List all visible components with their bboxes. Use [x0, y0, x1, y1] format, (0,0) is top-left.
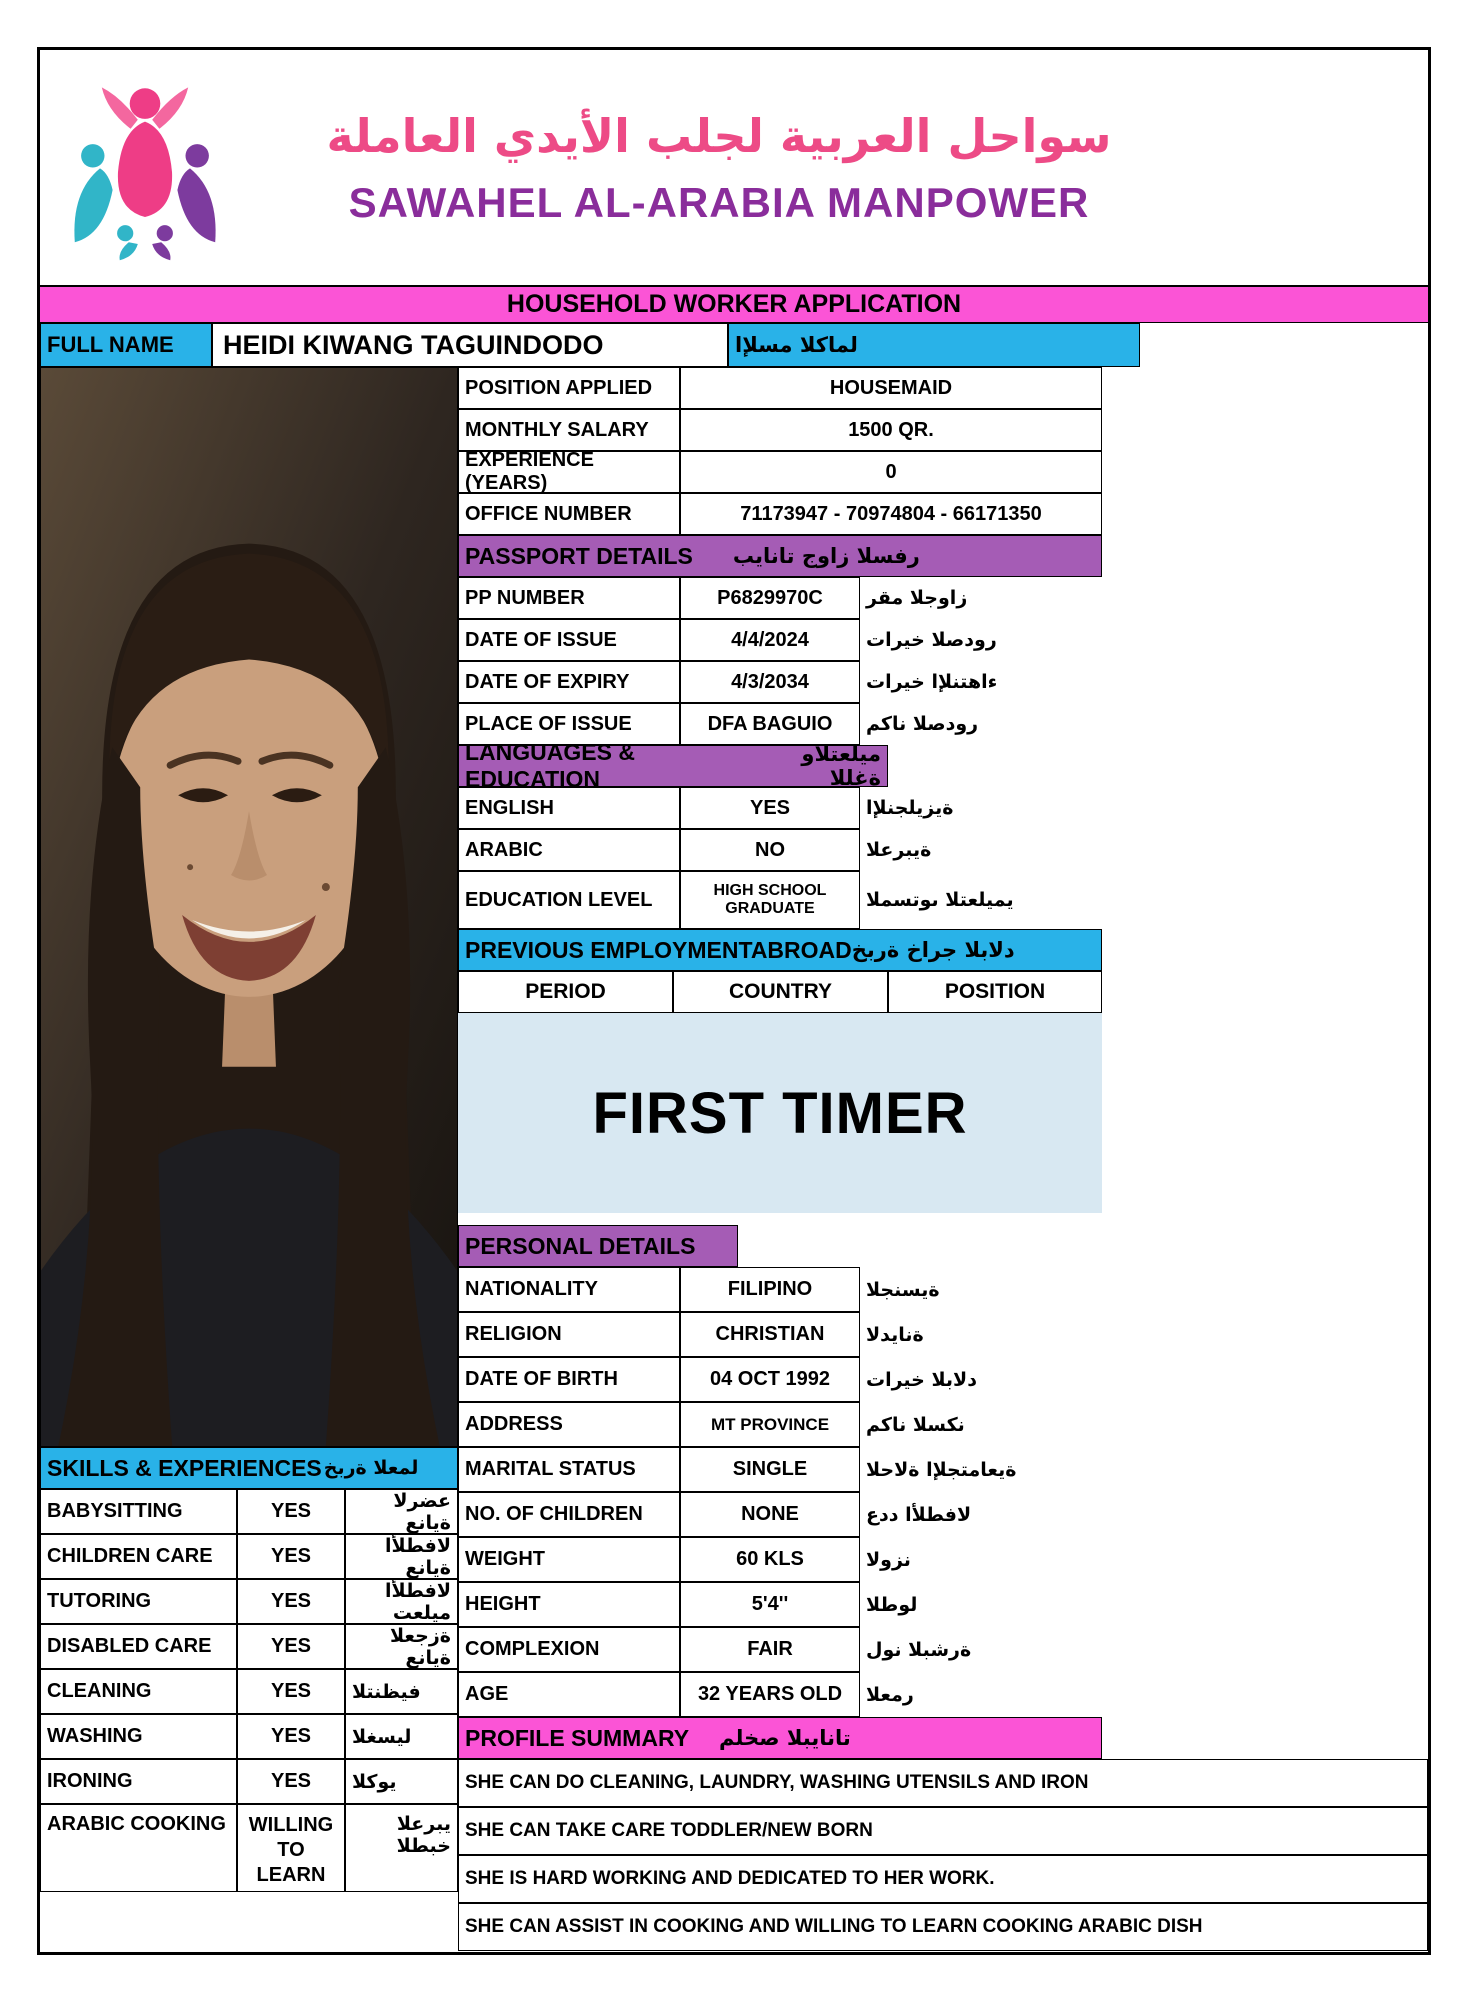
personal-row — [458, 1312, 1428, 1357]
field-label: EXPERIENCE (YEARS) — [458, 451, 680, 493]
passport-row — [458, 577, 1428, 619]
field-label: NATIONALITY — [458, 1267, 680, 1312]
field-label-arabic: ةرشبلا نول — [866, 1638, 972, 1661]
summary-line: SHE CAN ASSIST IN COOKING AND WILLING TO LEARN COOKING ARABIC DISH — [458, 1903, 1428, 1951]
field-value: 5'4'' — [680, 1582, 860, 1627]
skill-row — [40, 1804, 458, 1892]
skills-section-title: SKILLS & EXPERIENCES — [47, 1454, 322, 1481]
summary-section-header — [458, 1717, 1102, 1759]
personal-section-header-row — [458, 1225, 1428, 1267]
agency-english-title: SAWAHEL AL-ARABIA MANPOWER — [348, 178, 1090, 226]
row-spacer — [1102, 971, 1428, 1013]
field-label: DATE OF ISSUE — [458, 619, 680, 661]
languages-section-title-arabic: ميلعتلاو ةغللا — [801, 742, 881, 790]
field-label-arabic: ةيعامتجلإا ةلاحلا — [866, 1458, 1017, 1481]
field-value: YES — [680, 787, 860, 829]
language-row — [458, 829, 1428, 871]
summary-line-row — [458, 1807, 1428, 1855]
field-value: HIGH SCHOOL GRADUATE — [680, 871, 860, 929]
field-label: EDUCATION LEVEL — [458, 871, 680, 929]
skills-section-title-arabic: لمعلا ةربخ — [323, 1457, 419, 1479]
skill-value: YES — [237, 1489, 345, 1534]
form-body — [40, 367, 1428, 1952]
field-value: P6829970C — [680, 577, 860, 619]
field-value: DFA BAGUIO — [680, 703, 860, 745]
passport-row — [458, 619, 1428, 661]
skill-label: ARABIC COOKING — [40, 1804, 237, 1892]
full-name-spacer — [1140, 323, 1428, 367]
passport-section-header — [458, 535, 1102, 577]
summary-line-row — [458, 1903, 1428, 1951]
field-label: HEIGHT — [458, 1582, 680, 1627]
field-value: SINGLE — [680, 1447, 860, 1492]
skill-label: CHILDREN CARE — [40, 1534, 237, 1579]
field-label-arabic: لافطلأا ددع — [866, 1503, 972, 1526]
personal-row — [458, 1627, 1428, 1672]
left-column — [40, 367, 458, 1952]
field-label: DATE OF EXPIRY — [458, 661, 680, 703]
field-label: PP NUMBER — [458, 577, 680, 619]
passport-section-title-arabic: رفسلا زاوج تانايب — [732, 544, 920, 568]
personal-row — [458, 1537, 1428, 1582]
row-spacer — [1102, 451, 1428, 493]
first-timer-box — [458, 1013, 1102, 1213]
skill-row — [40, 1669, 458, 1714]
skill-row — [40, 1579, 458, 1624]
field-label-arabic: ةنايدلا — [866, 1323, 924, 1346]
field-label: MONTHLY SALARY — [458, 409, 680, 451]
field-label: POSITION APPLIED — [458, 367, 680, 409]
field-label-arabic: يميلعتلا ىوتسملا — [866, 889, 1014, 911]
row-spacer — [738, 1225, 1428, 1267]
agency-arabic-title: سواحل العربية لجلب الأيدي العاملة — [326, 108, 1112, 163]
summary-section-title-arabic: تانايبلا صخلم — [719, 1726, 851, 1750]
field-label-arabic: زاوجلا مقر — [866, 587, 968, 609]
full-name-row — [40, 323, 1428, 367]
skill-value: YES — [237, 1579, 345, 1624]
field-value: NONE — [680, 1492, 860, 1537]
personal-row — [458, 1492, 1428, 1537]
summary-line: SHE CAN TAKE CARE TODDLER/NEW BORN — [458, 1807, 1428, 1855]
skill-label-arabic: لافطلأا ةيانع — [345, 1534, 458, 1579]
skills-section-header — [40, 1447, 458, 1489]
field-label-arabic: رودصلا ناكم — [866, 713, 979, 735]
section-gap — [458, 1213, 1428, 1225]
summary-line-row — [458, 1855, 1428, 1903]
field-value: MT PROVINCE — [680, 1402, 860, 1447]
employment-section-header — [458, 929, 1102, 971]
skill-label-arabic: فيظنتلا — [345, 1669, 458, 1714]
personal-row — [458, 1267, 1428, 1312]
full-name-label-arabic: لماكلا مسلإا — [728, 323, 1140, 367]
summary-line-row — [458, 1759, 1428, 1807]
employment-section-header-row — [458, 929, 1428, 971]
field-value: 71173947 - 70974804 - 66171350 — [680, 493, 1102, 535]
employment-section-title: PREVIOUS EMPLOYMENTABROAD — [465, 936, 852, 963]
field-value: 4/4/2024 — [680, 619, 860, 661]
field-label: ADDRESS — [458, 1402, 680, 1447]
employment-section-title-arabic: دلابلا جراخ ةربخ — [851, 938, 1015, 962]
languages-section-header-row — [458, 739, 1428, 792]
skill-value: YES — [237, 1759, 345, 1804]
field-label-arabic: رمعلا — [866, 1683, 914, 1706]
field-label-arabic: رودصلا خيرات — [866, 629, 997, 651]
field-label: PLACE OF ISSUE — [458, 703, 680, 745]
field-value: FILIPINO — [680, 1267, 860, 1312]
job-info-row — [458, 451, 1428, 493]
personal-section-header: PERSONAL DETAILS — [458, 1225, 738, 1267]
agency-header — [40, 50, 1428, 285]
agency-logo — [40, 65, 250, 270]
job-info-row — [458, 409, 1428, 451]
portrait-photo-image — [41, 368, 457, 1446]
language-row — [458, 787, 1428, 829]
skill-label: WASHING — [40, 1714, 237, 1759]
field-value: 1500 QR. — [680, 409, 1102, 451]
summary-line: SHE IS HARD WORKING AND DEDICATED TO HER WORK. — [458, 1855, 1428, 1903]
agency-titles — [250, 109, 1428, 227]
field-value: FAIR — [680, 1627, 860, 1672]
field-label: RELIGION — [458, 1312, 680, 1357]
skill-row — [40, 1489, 458, 1534]
row-spacer — [1102, 1013, 1428, 1213]
row-spacer — [1102, 535, 1428, 577]
skill-value: WILLING TO LEARN — [237, 1804, 345, 1892]
field-value: HOUSEMAID — [680, 367, 1102, 409]
field-label: ENGLISH — [458, 787, 680, 829]
field-value: NO — [680, 829, 860, 871]
row-spacer — [1102, 493, 1428, 535]
personal-row — [458, 1447, 1428, 1492]
employment-columns-row — [458, 971, 1428, 1013]
personal-row — [458, 1402, 1428, 1447]
skill-label: TUTORING — [40, 1579, 237, 1624]
field-label: COMPLEXION — [458, 1627, 680, 1672]
skill-row — [40, 1534, 458, 1579]
skill-value: YES — [237, 1669, 345, 1714]
row-spacer — [1102, 1717, 1428, 1759]
languages-section-header — [458, 739, 888, 792]
application-form — [37, 47, 1431, 1955]
field-label: DATE OF BIRTH — [458, 1357, 680, 1402]
summary-line: SHE CAN DO CLEANING, LAUNDRY, WASHING UTENSILS AND IRON — [458, 1759, 1428, 1807]
field-label-arabic: لوطلا — [866, 1593, 918, 1616]
first-timer-text: FIRST TIMER — [592, 1080, 968, 1146]
skill-label: CLEANING — [40, 1669, 237, 1714]
field-label: WEIGHT — [458, 1537, 680, 1582]
people-logo-icon — [55, 65, 235, 270]
field-value: 0 — [680, 451, 1102, 493]
column-header-period: PERIOD — [458, 971, 673, 1013]
field-value: 60 KLS — [680, 1537, 860, 1582]
field-value: 4/3/2034 — [680, 661, 860, 703]
skill-value: YES — [237, 1714, 345, 1759]
skill-label-arabic: يبرعلا خبطلا — [345, 1804, 458, 1892]
field-label: AGE — [458, 1672, 680, 1717]
passport-section-title: PASSPORT DETAILS — [465, 542, 693, 569]
column-header-position: POSITION — [888, 971, 1102, 1013]
skill-row — [40, 1624, 458, 1669]
field-label-arabic: ةيسنجلا — [866, 1278, 940, 1301]
field-label-arabic: دلابلا خيرات — [866, 1368, 977, 1391]
full-name-label: FULL NAME — [40, 323, 212, 367]
skill-row — [40, 1714, 458, 1759]
full-name-value: HEIDI KIWANG TAGUINDODO — [212, 323, 728, 367]
field-label-arabic: ءاهتنلإا خيرات — [866, 671, 998, 693]
field-value: CHRISTIAN — [680, 1312, 860, 1357]
skill-label: IRONING — [40, 1759, 237, 1804]
job-info-row — [458, 493, 1428, 535]
field-label-arabic: نزولا — [866, 1548, 911, 1571]
personal-row — [458, 1582, 1428, 1627]
passport-row — [458, 661, 1428, 703]
field-label-arabic: نكسلا ناكم — [866, 1413, 965, 1436]
skill-label-arabic: ةزجعلا ةيانع — [345, 1624, 458, 1669]
education-row — [458, 871, 1428, 929]
field-label-arabic: ةيزيلجنلإا — [866, 797, 954, 819]
job-info-row — [458, 367, 1428, 409]
field-label-arabic: ةيبرعلا — [866, 839, 932, 861]
skill-row — [40, 1759, 458, 1804]
field-label: OFFICE NUMBER — [458, 493, 680, 535]
skill-label: BABYSITTING — [40, 1489, 237, 1534]
personal-row — [458, 1357, 1428, 1402]
right-column — [458, 367, 1428, 1952]
summary-section-header-row — [458, 1717, 1428, 1759]
skill-label: DISABLED CARE — [40, 1624, 237, 1669]
skill-label-arabic: يوكلا — [345, 1759, 458, 1804]
field-value: 32 YEARS OLD — [680, 1672, 860, 1717]
skills-section-header-row — [40, 1447, 458, 1489]
row-spacer — [1102, 409, 1428, 451]
applicant-photo — [40, 367, 458, 1447]
field-label: MARITAL STATUS — [458, 1447, 680, 1492]
skill-value: YES — [237, 1534, 345, 1579]
row-spacer — [1102, 929, 1428, 971]
application-title-banner: HOUSEHOLD WORKER APPLICATION — [40, 285, 1428, 323]
field-label: ARABIC — [458, 829, 680, 871]
employment-note-row — [458, 1013, 1428, 1213]
skill-label-arabic: عضرلا ةيانع — [345, 1489, 458, 1534]
passport-section-header-row — [458, 535, 1428, 577]
skill-label-arabic: ليسغلا — [345, 1714, 458, 1759]
skill-label-arabic: لافطلأا ميلعت — [345, 1579, 458, 1624]
personal-row — [458, 1672, 1428, 1717]
field-label: NO. OF CHILDREN — [458, 1492, 680, 1537]
row-spacer — [1102, 367, 1428, 409]
summary-section-title: PROFILE SUMMARY — [465, 1724, 690, 1751]
languages-section-title: LANGUAGES & EDUCATION — [465, 739, 635, 792]
skill-value: YES — [237, 1624, 345, 1669]
field-value: 04 OCT 1992 — [680, 1357, 860, 1402]
column-header-country: COUNTRY — [673, 971, 888, 1013]
row-spacer — [888, 745, 1428, 787]
